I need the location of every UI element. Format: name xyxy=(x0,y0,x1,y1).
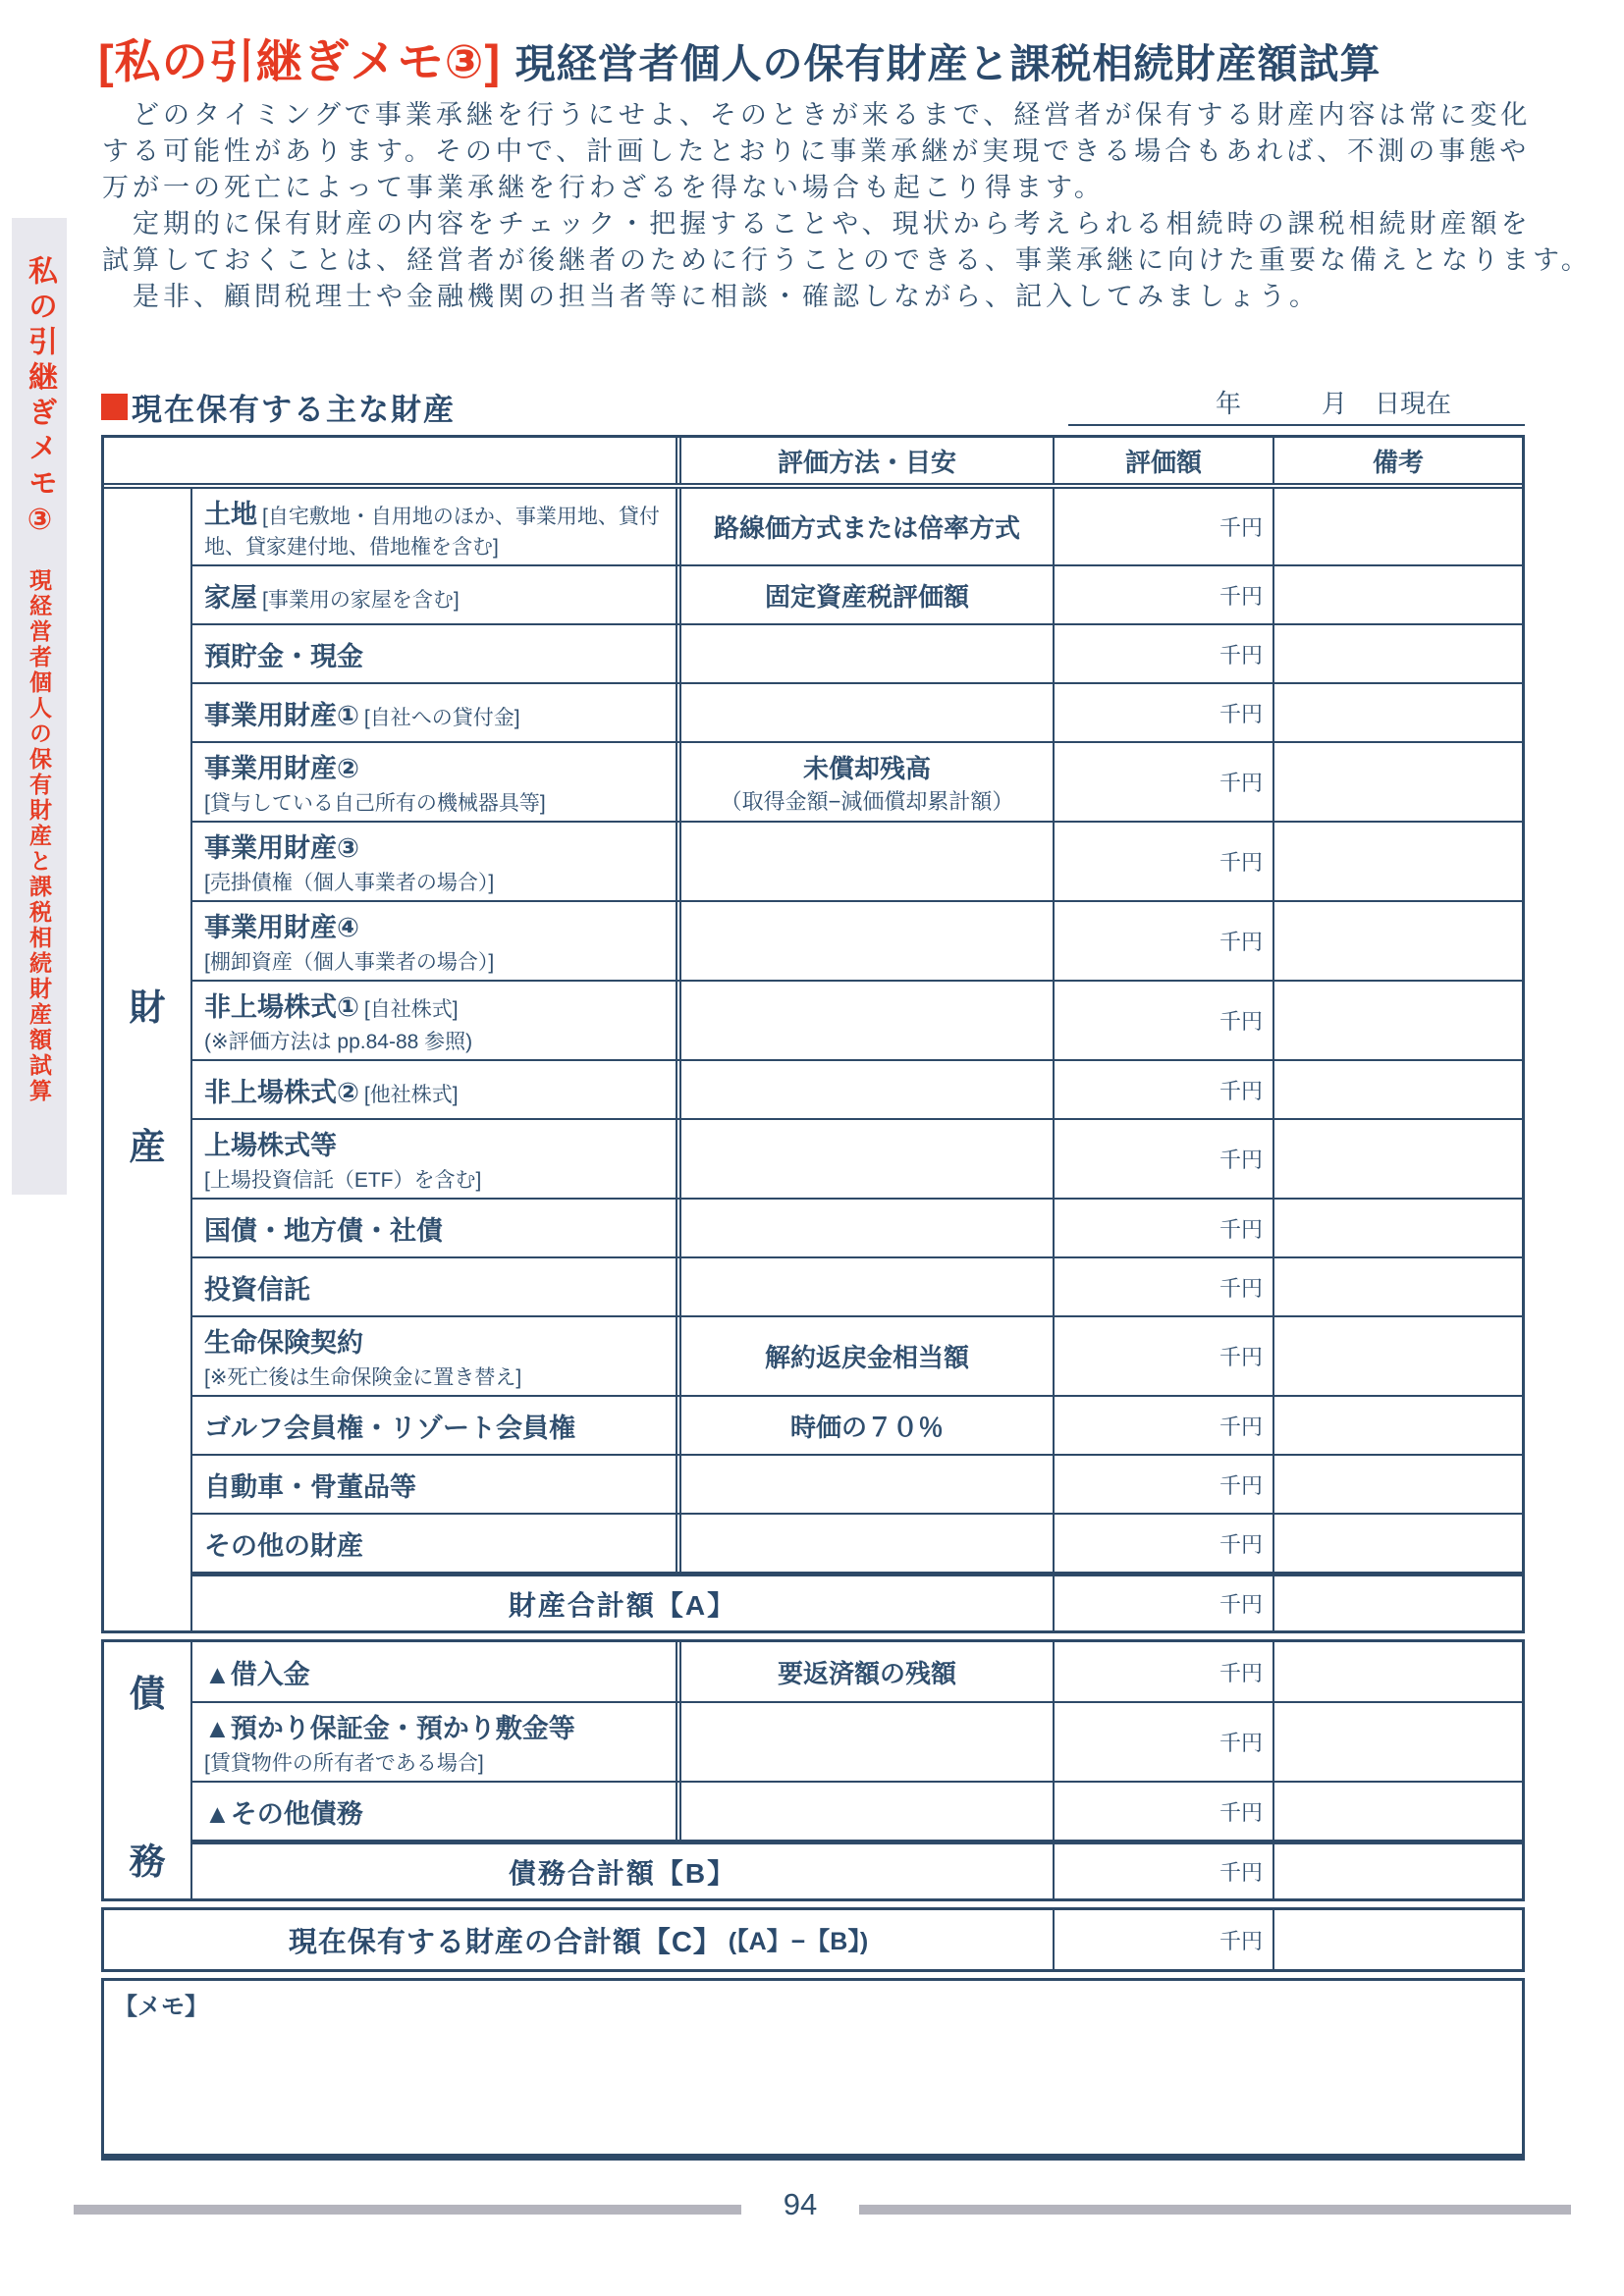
item-cell xyxy=(192,1515,681,1572)
unit-label: 千円 xyxy=(1218,515,1263,540)
table-row xyxy=(192,1315,1522,1395)
method-cell xyxy=(681,1515,1055,1572)
table-row xyxy=(192,980,1522,1059)
debt-total-row xyxy=(192,1840,1522,1898)
item-label: ▲預かり保証金・預かり敷金等 xyxy=(204,1714,575,1743)
method-cell xyxy=(681,982,1055,1059)
unit-label: 千円 xyxy=(1218,1592,1263,1617)
intro-line: 是非、顧問税理士や金融機関の担当者等に相談・確認しながら、記入してみましょう。 xyxy=(102,282,1320,311)
header-remarks-cell: 備考 xyxy=(1372,447,1424,477)
debt-group-char-2: 務 xyxy=(129,1842,166,1882)
item-cell xyxy=(192,1258,681,1315)
remarks-cell xyxy=(1274,743,1522,821)
amount-cell xyxy=(1055,1576,1274,1630)
item-label: 生命保険契約 xyxy=(204,1328,363,1358)
grand-total-row xyxy=(104,1910,1522,1969)
remarks-cell xyxy=(1274,1844,1522,1898)
item-cell xyxy=(192,982,681,1059)
unit-label: 千円 xyxy=(1218,1660,1263,1685)
remarks-cell xyxy=(1274,1642,1522,1701)
item-label: 上場株式等 xyxy=(204,1131,337,1160)
item-cell xyxy=(192,1061,681,1118)
header-method-cell: 評価方法・目安 xyxy=(681,438,1055,483)
method-cell xyxy=(681,1258,1055,1315)
item-cell xyxy=(192,1703,681,1781)
item-cell xyxy=(192,1783,681,1840)
amount-cell xyxy=(1055,1515,1274,1572)
method-cell xyxy=(681,1061,1055,1118)
asset-total-label: 財産合計額【A】 xyxy=(192,1576,1055,1630)
item-note: [事業用の家屋を含む] xyxy=(262,588,460,612)
header-blank-cell xyxy=(104,438,681,483)
amount-cell xyxy=(1055,684,1274,741)
table-row xyxy=(192,1701,1522,1781)
item-note-block: [賃貸物件の所有者である場合] xyxy=(204,1752,484,1775)
method-cell: 解約返戻金相当額 xyxy=(681,1317,1055,1395)
amount-cell xyxy=(1055,1200,1274,1256)
table-row xyxy=(192,564,1522,623)
remarks-cell xyxy=(1274,902,1522,980)
amount-cell xyxy=(1055,823,1274,900)
amount-cell xyxy=(1055,1397,1274,1454)
amount-cell xyxy=(1055,1061,1274,1118)
amount-cell xyxy=(1055,1910,1274,1969)
item-cell xyxy=(192,625,681,682)
date-day-label: 日現在 xyxy=(1375,389,1452,418)
item-label: ▲借入金 xyxy=(204,1659,310,1689)
asset-group-char-1: 財 xyxy=(129,988,166,1028)
item-label: 自動車・骨董品等 xyxy=(204,1471,416,1502)
item-note-block: (※評価方法は pp.84-88 参照) xyxy=(204,1031,473,1053)
item-note-block: [貸与している自己所有の機械器具等] xyxy=(204,792,546,815)
asset-total-row xyxy=(192,1572,1522,1630)
unit-label: 千円 xyxy=(1218,583,1263,609)
debt-group-char-1: 債 xyxy=(129,1674,166,1714)
unit-label: 千円 xyxy=(1218,1009,1263,1034)
table-row xyxy=(192,1454,1522,1513)
method-cell: 固定資産税評価額 xyxy=(681,566,1055,623)
method-cell xyxy=(681,1783,1055,1840)
remarks-cell xyxy=(1274,1061,1522,1118)
remarks-cell xyxy=(1274,1783,1522,1840)
amount-cell xyxy=(1055,1317,1274,1395)
amount-cell xyxy=(1055,1703,1274,1781)
unit-label: 千円 xyxy=(1218,1860,1263,1885)
item-label: その他の財産 xyxy=(204,1530,363,1561)
unit-label: 千円 xyxy=(1218,1078,1263,1103)
header-amount-cell: 評価額 xyxy=(1055,438,1274,483)
item-label: 投資信託 xyxy=(204,1274,310,1305)
debt-group-gutter xyxy=(104,1642,192,1898)
intro-line: する可能性があります。その中で、計画したとおりに事業承継が実現できる場合もあれば、不測の事態や xyxy=(102,136,1531,166)
remarks-cell xyxy=(1274,1456,1522,1513)
asset-group-char-2: 産 xyxy=(129,1127,166,1167)
item-label: 土地 xyxy=(204,500,257,529)
unit-label: 千円 xyxy=(1218,850,1263,875)
unit-label: 千円 xyxy=(1218,1731,1263,1755)
item-label: ゴルフ会員権・リゾート会員権 xyxy=(204,1413,575,1443)
table-row xyxy=(192,1513,1522,1572)
unit-label: 千円 xyxy=(1218,1928,1263,1953)
asset-table xyxy=(101,435,1525,1633)
amount-cell xyxy=(1055,1642,1274,1701)
table-row xyxy=(192,1256,1522,1315)
table-row xyxy=(192,489,1522,564)
table-header-row xyxy=(104,438,1522,489)
item-cell xyxy=(192,743,681,821)
asset-group-gutter xyxy=(104,489,192,1630)
method-cell xyxy=(681,1456,1055,1513)
item-note-block: [売掛債権（個人事業者の場合）] xyxy=(204,872,495,894)
table-row xyxy=(192,1059,1522,1118)
memo-label: 【メモ】 xyxy=(114,1994,208,2020)
item-label: 預貯金・現金 xyxy=(204,641,363,671)
debt-table xyxy=(101,1639,1525,1901)
memo-box xyxy=(101,1978,1525,2161)
amount-cell xyxy=(1055,743,1274,821)
unit-label: 千円 xyxy=(1218,1216,1263,1242)
item-label: 事業用財産③ xyxy=(204,833,359,863)
remarks-cell xyxy=(1274,489,1522,564)
page-title-bracket: [私の引継ぎメモ③] xyxy=(98,35,502,87)
table-row xyxy=(192,1642,1522,1701)
footer-rule-right xyxy=(859,2205,1571,2215)
table-row xyxy=(192,900,1522,980)
remarks-cell xyxy=(1274,1515,1522,1572)
asset-table-area xyxy=(101,435,1525,2161)
amount-cell xyxy=(1055,489,1274,564)
method-cell xyxy=(681,1200,1055,1256)
unit-label: 千円 xyxy=(1218,1799,1263,1825)
remarks-cell xyxy=(1274,1258,1522,1315)
remarks-cell xyxy=(1274,1317,1522,1395)
debt-total-label: 債務合計額【B】 xyxy=(192,1844,1055,1898)
amount-cell xyxy=(1055,625,1274,682)
item-cell xyxy=(192,902,681,980)
table-row xyxy=(192,1198,1522,1256)
item-note: [自社株式] xyxy=(363,998,459,1021)
intro-line: どのタイミングで事業承継を行うにせよ、そのときが来るまで、経営者が保有する財産内容は常に変化 xyxy=(102,100,1532,130)
item-note: [他社株式] xyxy=(363,1083,459,1106)
remarks-cell xyxy=(1274,1703,1522,1781)
method-cell xyxy=(681,902,1055,980)
item-label: ▲その他債務 xyxy=(204,1798,363,1829)
intro-paragraphs xyxy=(102,97,1592,315)
item-label: 国債・地方債・社債 xyxy=(204,1215,443,1246)
unit-label: 千円 xyxy=(1218,1275,1263,1301)
amount-cell xyxy=(1055,1844,1274,1898)
remarks-cell xyxy=(1274,1120,1522,1198)
item-cell xyxy=(192,1120,681,1198)
item-note: [自宅敷地・自用地のほか、事業用地、貸付地、貸家建付地、借地権を含む] xyxy=(204,506,660,559)
debt-table-body xyxy=(104,1642,1522,1898)
item-cell xyxy=(192,489,681,564)
debt-rows xyxy=(192,1642,1522,1898)
amount-cell xyxy=(1055,1783,1274,1840)
grand-total-table xyxy=(101,1907,1525,1972)
grand-total-label-cell xyxy=(104,1910,1055,1969)
unit-label: 千円 xyxy=(1218,1148,1263,1172)
item-cell xyxy=(192,1317,681,1395)
item-label: 家屋 xyxy=(204,582,257,613)
item-cell xyxy=(192,566,681,623)
item-note-block: [棚卸資産（個人事業者の場合）] xyxy=(204,951,495,974)
remarks-cell xyxy=(1274,684,1522,741)
item-label: 事業用財産① xyxy=(204,700,359,730)
item-label: 事業用財産② xyxy=(204,754,359,783)
red-square-icon xyxy=(101,394,128,420)
unit-label: 千円 xyxy=(1218,771,1263,795)
method-cell xyxy=(681,684,1055,741)
date-month-label: 月 xyxy=(1322,389,1348,418)
unit-label: 千円 xyxy=(1218,1531,1263,1557)
table-row xyxy=(192,1118,1522,1198)
table-row xyxy=(192,1781,1522,1840)
remarks-cell xyxy=(1274,1200,1522,1256)
page-number: 94 xyxy=(783,2187,818,2221)
method-cell: 時価の７０％ xyxy=(681,1397,1055,1454)
method-cell xyxy=(681,1703,1055,1781)
footer-rule-left xyxy=(74,2205,741,2215)
table-row xyxy=(192,682,1522,741)
unit-label: 千円 xyxy=(1218,930,1263,954)
date-fill-in-line xyxy=(1068,387,1525,426)
page-title-main: 現経営者個人の保有財産と課税相続財産額試算 xyxy=(514,41,1381,86)
grand-total-formula: (【A】−【B】) xyxy=(728,1928,869,1955)
item-note-block: [上場投資信託（ETF）を含む] xyxy=(204,1169,482,1192)
item-label: 非上場株式② xyxy=(204,1077,359,1107)
item-cell xyxy=(192,823,681,900)
unit-label: 千円 xyxy=(1218,642,1263,667)
amount-cell xyxy=(1055,982,1274,1059)
method-cell xyxy=(681,823,1055,900)
remarks-cell xyxy=(1274,1576,1522,1630)
item-cell xyxy=(192,1397,681,1454)
amount-cell xyxy=(1055,1258,1274,1315)
item-note-block: [※死亡後は生命保険金に置き替え] xyxy=(204,1366,522,1389)
remarks-cell xyxy=(1274,823,1522,900)
intro-line: 定期的に保有財産の内容をチェック・把握することや、現状から考えられる相続時の課税相続財産額を xyxy=(102,209,1532,239)
section-header-row xyxy=(101,385,1525,430)
method-cell: 未償却残高 （取得金額−減価償却累計額） xyxy=(681,743,1055,821)
intro-line: 試算しておくことは、経営者が後継者のために行うことのできる、事業承継に向けた重要な備えとなります。 xyxy=(102,245,1592,275)
amount-cell xyxy=(1055,1456,1274,1513)
amount-cell xyxy=(1055,902,1274,980)
method-cell: 路線価方式または倍率方式 xyxy=(681,489,1055,564)
method-cell xyxy=(681,625,1055,682)
amount-cell xyxy=(1055,1120,1274,1198)
item-label: 非上場株式① xyxy=(204,992,359,1022)
grand-total-label: 現在保有する財産の合計額【C】 xyxy=(288,1926,723,1958)
section-heading-label: 現在保有する主な財産 xyxy=(132,393,456,427)
method-cell xyxy=(681,1120,1055,1198)
item-cell xyxy=(192,1456,681,1513)
sidebar-secondary-label: 現経営者個人の保有財産と課税相続財産額試算 xyxy=(27,568,52,1104)
table-row xyxy=(192,1395,1522,1454)
sidebar-primary-label: 私の引継ぎメモ③ xyxy=(24,255,56,543)
intro-line: 万が一の死亡によって事業承継を行わざるを得ない場合も起こり得ます。 xyxy=(102,173,1105,202)
remarks-cell xyxy=(1274,566,1522,623)
date-year-label: 年 xyxy=(1216,389,1242,418)
remarks-cell xyxy=(1274,1397,1522,1454)
table-row xyxy=(192,623,1522,682)
item-cell xyxy=(192,1200,681,1256)
item-cell xyxy=(192,1642,681,1701)
sidebar-tab xyxy=(12,218,67,1195)
unit-label: 千円 xyxy=(1218,1472,1263,1498)
remarks-cell xyxy=(1274,625,1522,682)
item-note: [自社への貸付金] xyxy=(363,706,520,729)
asset-table-body xyxy=(104,489,1522,1630)
remarks-cell xyxy=(1274,982,1522,1059)
asset-rows xyxy=(192,489,1522,1630)
unit-label: 千円 xyxy=(1218,1414,1263,1439)
unit-label: 千円 xyxy=(1218,701,1263,726)
table-row xyxy=(192,821,1522,900)
page-title xyxy=(98,26,1532,91)
amount-cell xyxy=(1055,566,1274,623)
unit-label: 千円 xyxy=(1218,1345,1263,1369)
item-cell xyxy=(192,684,681,741)
method-cell: 要返済額の残額 xyxy=(681,1642,1055,1701)
item-label: 事業用財産④ xyxy=(204,913,359,942)
table-row xyxy=(192,741,1522,821)
sidebar-vertical-text xyxy=(18,255,61,1104)
remarks-cell xyxy=(1274,1910,1522,1969)
